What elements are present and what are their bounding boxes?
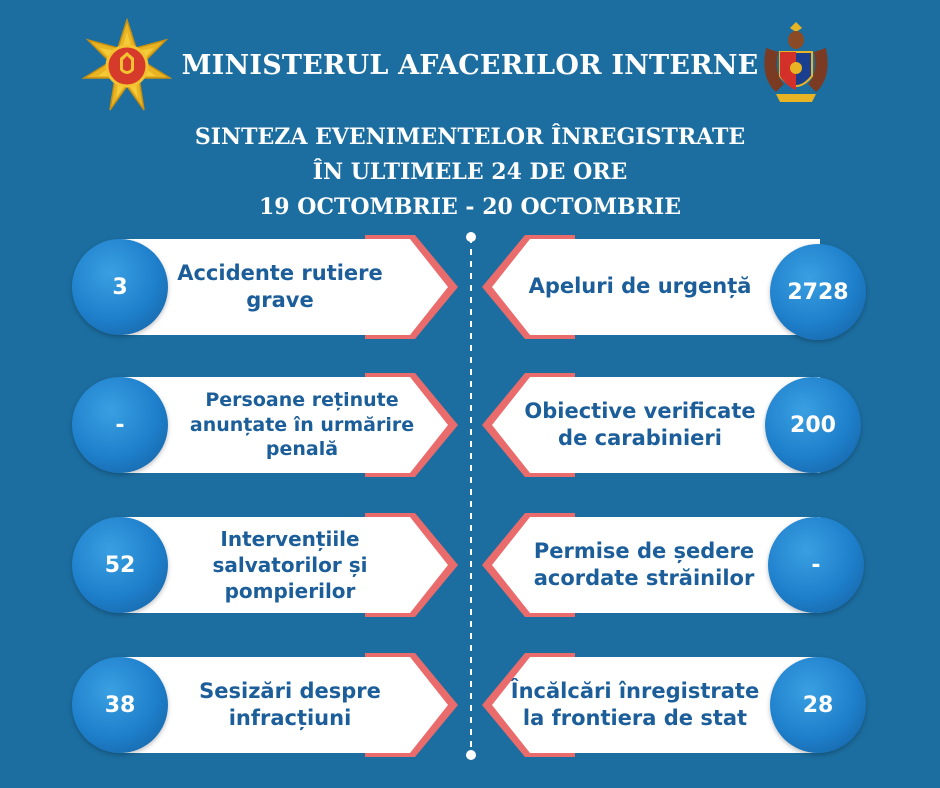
stat-value: 2728	[770, 244, 866, 340]
stat-label: Intervențiile salvatorilor și pompierilor	[212, 527, 368, 603]
stat-label: Accidente rutiere grave	[177, 260, 383, 312]
stat-value: 3	[72, 239, 168, 335]
right-stat-card	[470, 510, 940, 620]
subtitle-line-1: SINTEZA EVENIMENTELOR ÎNREGISTRATE	[194, 124, 746, 150]
left-stat-card	[0, 650, 470, 760]
stat-value: -	[768, 517, 864, 613]
stat-label: Apeluri de urgență	[528, 274, 752, 299]
right-stat-card	[470, 650, 940, 760]
left-stat-card	[0, 510, 470, 620]
right-stat-card	[470, 232, 940, 342]
left-stat-card	[0, 232, 470, 342]
subtitle-line-2: ÎN ULTIMELE 24 DE ORE	[312, 159, 628, 185]
left-stat-card	[0, 370, 470, 480]
stat-label: Sesizări despre infracțiuni	[199, 678, 381, 730]
stat-label: Persoane reținute anunțate în urmărire penală	[189, 388, 415, 461]
stat-label: Obiective verificate de carabinieri	[524, 398, 756, 450]
stat-value: 52	[72, 517, 168, 613]
subtitle-line-3: 19 OCTOMBRIE - 20 OCTOMBRIE	[259, 194, 681, 220]
stat-label: Încălcări înregistrate la frontiera de stat	[510, 678, 760, 730]
stat-label: Permise de ședere acordate străinilor	[533, 538, 755, 590]
stat-value: 28	[770, 657, 866, 753]
stat-value: 38	[72, 657, 168, 753]
stat-value: 200	[765, 377, 861, 473]
page-title: MINISTERUL AFACERILOR INTERNE	[181, 50, 759, 81]
right-stat-card	[470, 370, 940, 480]
stat-value: -	[72, 377, 168, 473]
